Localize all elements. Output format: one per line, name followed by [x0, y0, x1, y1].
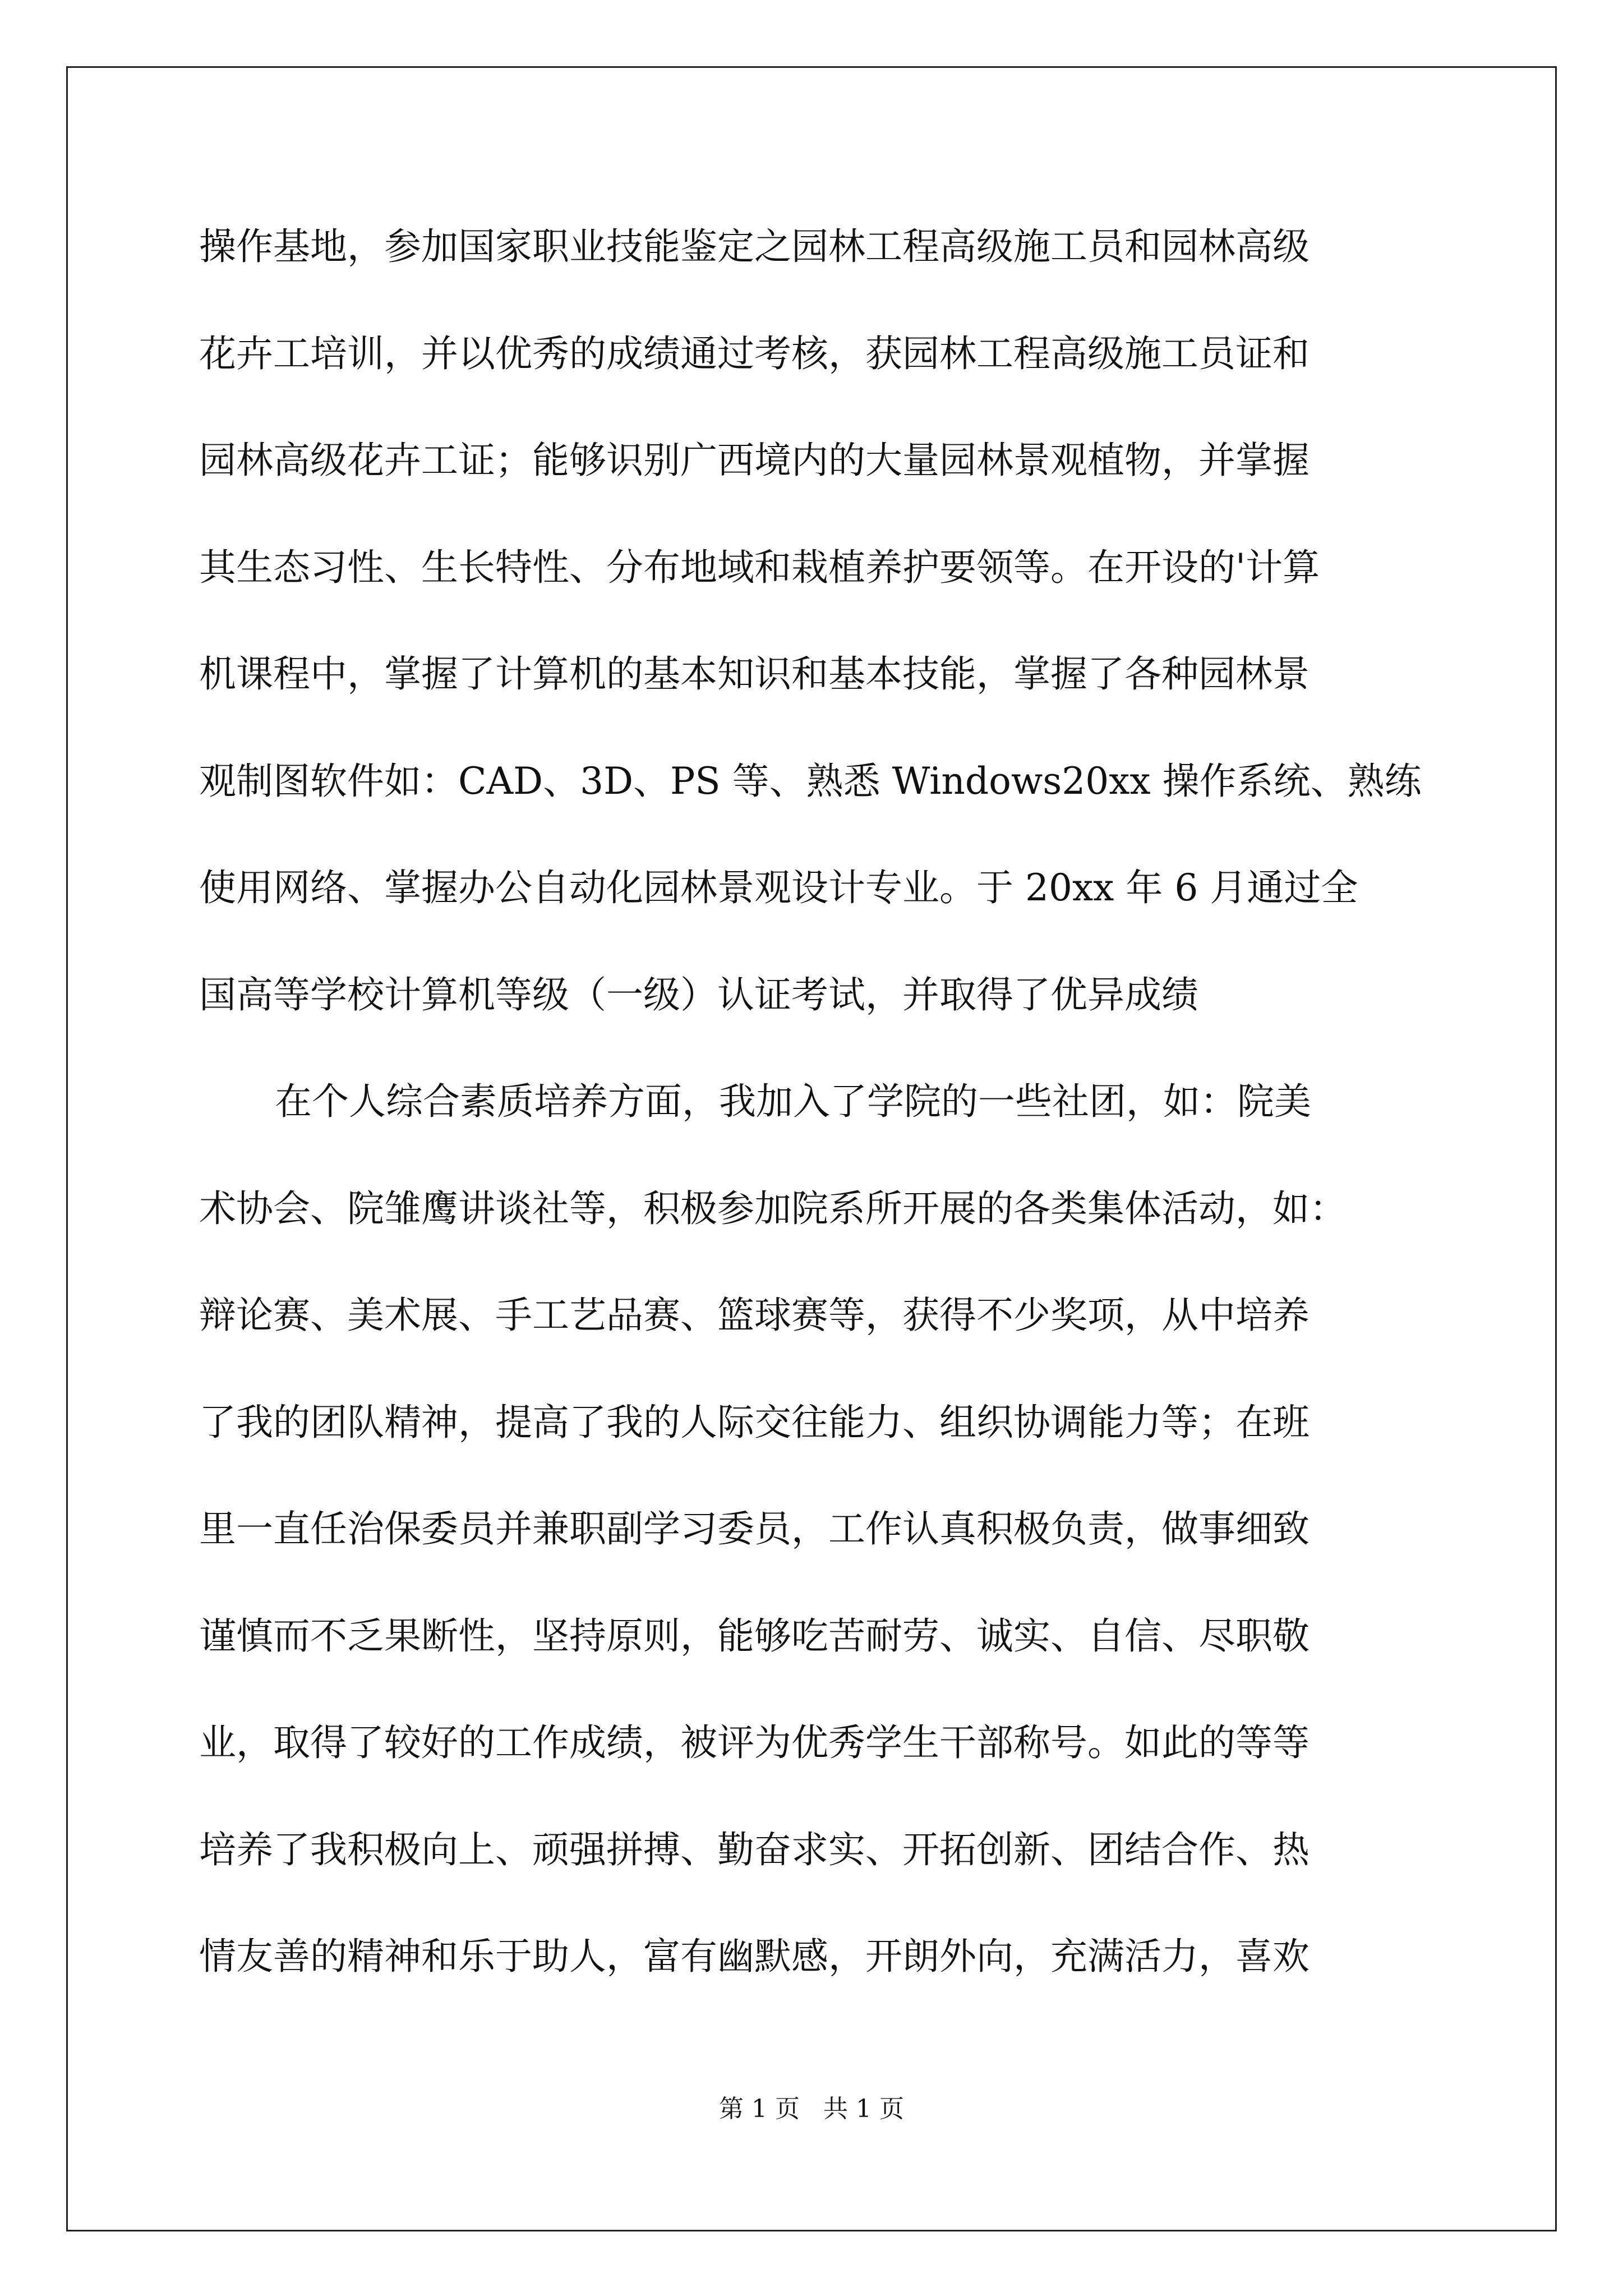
text-line: 培养了我积极向上、顽强拼搏、勤奋求实、开拓创新、团结合作、热 [199, 1828, 1310, 1871]
text-line: 里一直任治保委员并兼职副学习委员，工作认真积极负责，做事细致 [199, 1507, 1310, 1550]
text-line: 使用网络、掌握办公自动化园林景观设计专业。于 20xx 年 6 月通过全 [199, 866, 1358, 909]
text-line: 其生态习性、生长特性、分布地域和栽植养护要领等。在开设的'计算 [199, 545, 1320, 589]
page-footer: 第 1 页 共 1 页 [719, 2095, 904, 2123]
text-line: 谨慎而不乏果断性，坚持原则，能够吃苦耐劳、诚实、自信、尽职敬 [199, 1614, 1310, 1658]
text-line: 情友善的精神和乐于助人，富有幽默感，开朗外向，充满活力，喜欢 [199, 1935, 1310, 1978]
text-line: 业，取得了较好的工作成绩，被评为优秀学生干部称号。如此的等等 [199, 1721, 1310, 1764]
text-line: 了我的团队精神，提高了我的人际交往能力、组织协调能力等；在班 [199, 1400, 1310, 1444]
text-line: 国高等学校计算机等级（一级）认证考试，并取得了优异成绩 [199, 973, 1198, 1016]
text-line: 观制图软件如：CAD、3D、PS 等、熟悉 Windows20xx 操作系统、熟练 [199, 759, 1422, 803]
text-line: 术协会、院雏鹰讲谈社等，积极参加院系所开展的各类集体活动，如： [199, 1186, 1347, 1230]
paragraph-start-line: 在个人综合素质培养方面，我加入了学院的一些社团，如：院美 [275, 1080, 1311, 1123]
text-line: 机课程中，掌握了计算机的基本知识和基本技能，掌握了各种园林景 [199, 652, 1310, 696]
text-line: 辩论赛、美术展、手工艺品赛、篮球赛等，获得不少奖项，从中培养 [199, 1294, 1310, 1337]
text-line: 园林高级花卉工证；能够识别广西境内的大量园林景观植物，并掌握 [199, 439, 1310, 482]
document-body [199, 194, 1433, 2010]
text-line: 花卉工培训，并以优秀的成绩通过考核，获园林工程高级施工员证和 [199, 332, 1310, 375]
text-line: 操作基地，参加国家职业技能鉴定之园林工程高级施工员和园林高级 [199, 225, 1310, 268]
